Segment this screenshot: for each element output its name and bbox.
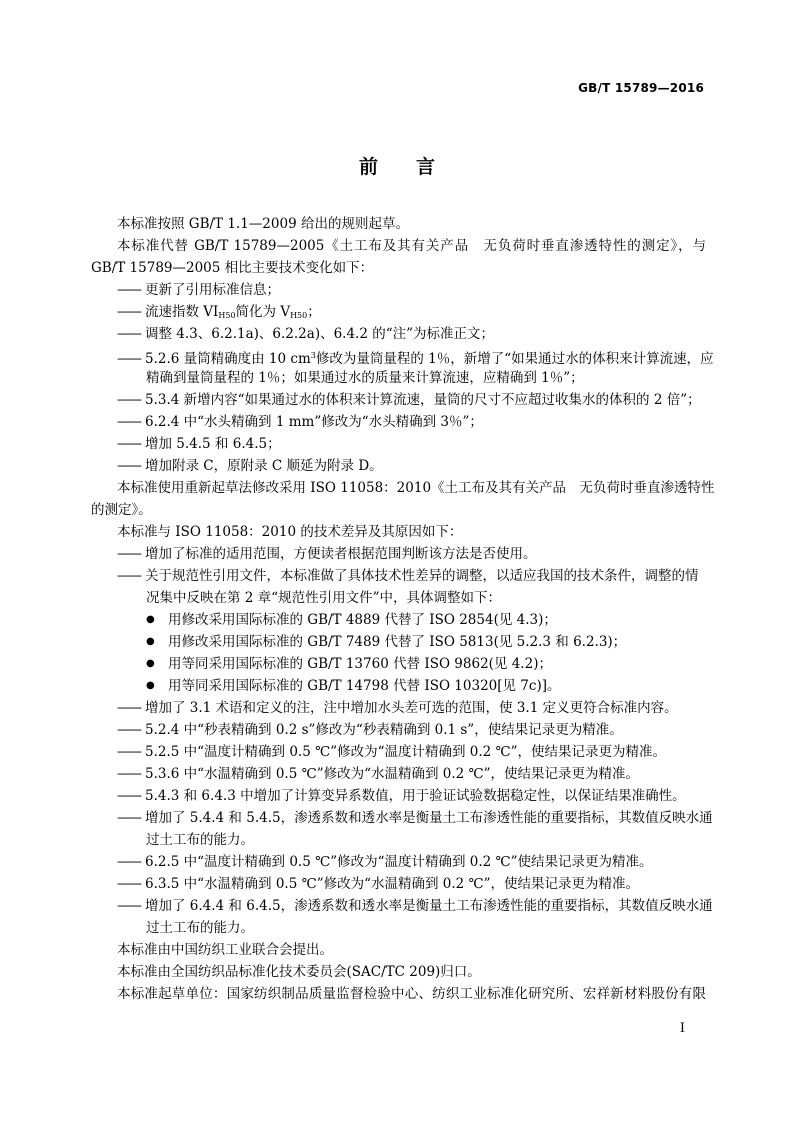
document-body	[91, 213, 715, 1005]
bullet-item: ● 用修改采用国际标准的 GB/T 4889 代替了 ISO 2854(见 4.3)；	[91, 609, 706, 631]
list-item: —— 更新了引用标准信息；	[91, 279, 706, 301]
dash-marker: ——	[117, 700, 140, 716]
list-item: —— 增加 5.4.5 和 6.4.5；	[91, 433, 706, 455]
dash-marker: ——	[117, 810, 140, 826]
dash-marker: ——	[117, 414, 140, 430]
bullet-item: ● 用等同采用国际标准的 GB/T 14798 代替 ISO 10320[见 7c)]。	[91, 675, 706, 697]
list-item: —— 增加了 5.4.4 和 5.4.5，渗透系数和透水率是衡量土工布渗透性能的重要指标，其数值反映水通	[91, 807, 706, 829]
dash-marker: ——	[117, 326, 140, 342]
list-item: —— 增加了 3.1 术语和定义的注，注中增加水头差可选的范围，使 3.1 定义更符合标准内容。	[91, 697, 706, 719]
dash-marker: ——	[117, 392, 140, 408]
paragraph: 本标准与 ISO 11058：2010 的技术差异及其原因如下：	[117, 524, 463, 540]
dash-marker: ——	[117, 788, 140, 804]
dash-marker: ——	[117, 436, 140, 452]
paragraph: 本标准使用重新起草法修改采用 ISO 11058：2010《土工布及其有关产品 无负荷时垂直渗透特性	[117, 480, 715, 496]
list-item-continuation: 况集中反映在第 2 章“规范性引用文件”中，具体调整如下：	[146, 590, 501, 606]
dash-marker: ——	[117, 546, 140, 562]
list-item: —— 5.2.4 中“秒表精确到 0.2 s”修改为“秒表精确到 0.1 s”，使结果记录更为精准。	[91, 719, 706, 741]
dash-marker: ——	[117, 304, 140, 320]
bullet-icon: ●	[146, 614, 155, 625]
bullet-icon: ●	[146, 680, 155, 691]
dash-marker: ——	[117, 458, 140, 474]
list-item: —— 5.2.5 中“温度计精确到 0.5 ℃”修改为“温度计精确到 0.2 ℃”，使结果记录更为精准。	[91, 741, 706, 763]
bullet-item: ● 用修改采用国际标准的 GB/T 7489 代替了 ISO 5813(见 5.2.3 和 6.2.3)；	[91, 631, 706, 653]
paragraph: 本标准起草单位：国家纺织制品质量监督检验中心、纺织工业标准化研究所、宏祥新材料股份有限	[117, 986, 706, 1002]
list-item: —— 关于规范性引用文件，本标准做了具体技术性差异的调整，以适应我国的技术条件，调整的情	[91, 565, 706, 587]
list-item: —— 5.3.6 中“水温精确到 0.5 ℃”修改为“水温精确到 0.2 ℃”，使结果记录更为精准。	[91, 763, 706, 785]
paragraph: 本标准代替 GB/T 15789—2005《土工布及其有关产品 无负荷时垂直渗透特性的测定》，与	[117, 238, 706, 254]
page-number: I	[679, 1021, 685, 1036]
dash-marker: ——	[117, 282, 140, 298]
list-item: —— 6.2.5 中“温度计精确到 0.5 ℃”修改为“温度计精确到 0.2 ℃”使结果记录更为精准。	[91, 851, 706, 873]
bullet-item: ● 用等同采用国际标准的 GB/T 13760 代替 ISO 9862(见 4.2)；	[91, 653, 706, 675]
list-item-continuation: 过土工布的能力。	[146, 832, 254, 848]
paragraph-continuation: GB/T 15789—2005 相比主要技术变化如下：	[91, 260, 374, 276]
bullet-icon: ●	[146, 658, 155, 669]
dash-marker: ——	[117, 568, 140, 584]
list-item: —— 5.4.3 和 6.4.3 中增加了计算变异系数值，用于验证试验数据稳定性，以保证结果准确性。	[91, 785, 706, 807]
list-item: —— 增加了 6.4.4 和 6.4.5，渗透系数和透水率是衡量土工布渗透性能的重要指标，其数值反映水通	[91, 895, 706, 917]
list-item: —— 5.2.6 量筒精确度由 10 $cm^3$修改为量筒量程的 1％，新增了“如果通过水的体积来计算流速，应	[91, 345, 706, 367]
list-item-continuation: 过土工布的能力。	[146, 920, 254, 936]
list-item: —— 6.3.5 中“水温精确到 0.5 ℃”修改为“水温精确到 0.2 ℃”，使结果记录更为精准。	[91, 873, 706, 895]
dash-marker: ——	[117, 876, 140, 892]
dash-marker: ——	[117, 351, 140, 367]
list-item: —— 增加了标准的适用范围，方便读者根据范围判断该方法是否使用。	[91, 543, 706, 565]
paragraph: 本标准按照 GB/T 1.1—2009 给出的规则起草。	[117, 216, 409, 232]
dash-marker: ——	[117, 722, 140, 738]
list-item: —— 调整 4.3、6.2.1a)、6.2.2a)、6.4.2 的“注”为标准正文；	[91, 323, 706, 345]
list-item: —— 增加附录 C，原附录 C 顺延为附录 D。	[91, 455, 706, 477]
list-item-continuation: 精确到量筒量程的 1％；如果通过水的质量来计算流速，应精确到 1％”；	[146, 370, 584, 386]
list-item: —— 流速指数 $VI_{H50}$简化为 $V_{H50}$；	[91, 301, 706, 323]
paragraph: 本标准由全国纺织品标准化技术委员会(SAC/TC 209)归口。	[117, 964, 481, 980]
bullet-icon: ●	[146, 636, 155, 647]
dash-marker: ——	[117, 898, 140, 914]
list-item: —— 5.3.4 新增内容“如果通过水的体积来计算流速，量筒的尺寸不应超过收集水的体积的 2 倍”；	[91, 389, 706, 411]
page-title: 前言	[358, 156, 473, 178]
dash-marker: ——	[117, 854, 140, 870]
dash-marker: ——	[117, 744, 140, 760]
list-item: —— 6.2.4 中“水头精确到 1 mm”修改为“水头精确到 3％”；	[91, 411, 706, 433]
paragraph: 本标准由中国纺织工业联合会提出。	[117, 942, 333, 958]
standard-number: GB/T 15789—2016	[578, 81, 704, 95]
paragraph-continuation: 的测定》。	[91, 502, 152, 518]
dash-marker: ——	[117, 766, 140, 782]
